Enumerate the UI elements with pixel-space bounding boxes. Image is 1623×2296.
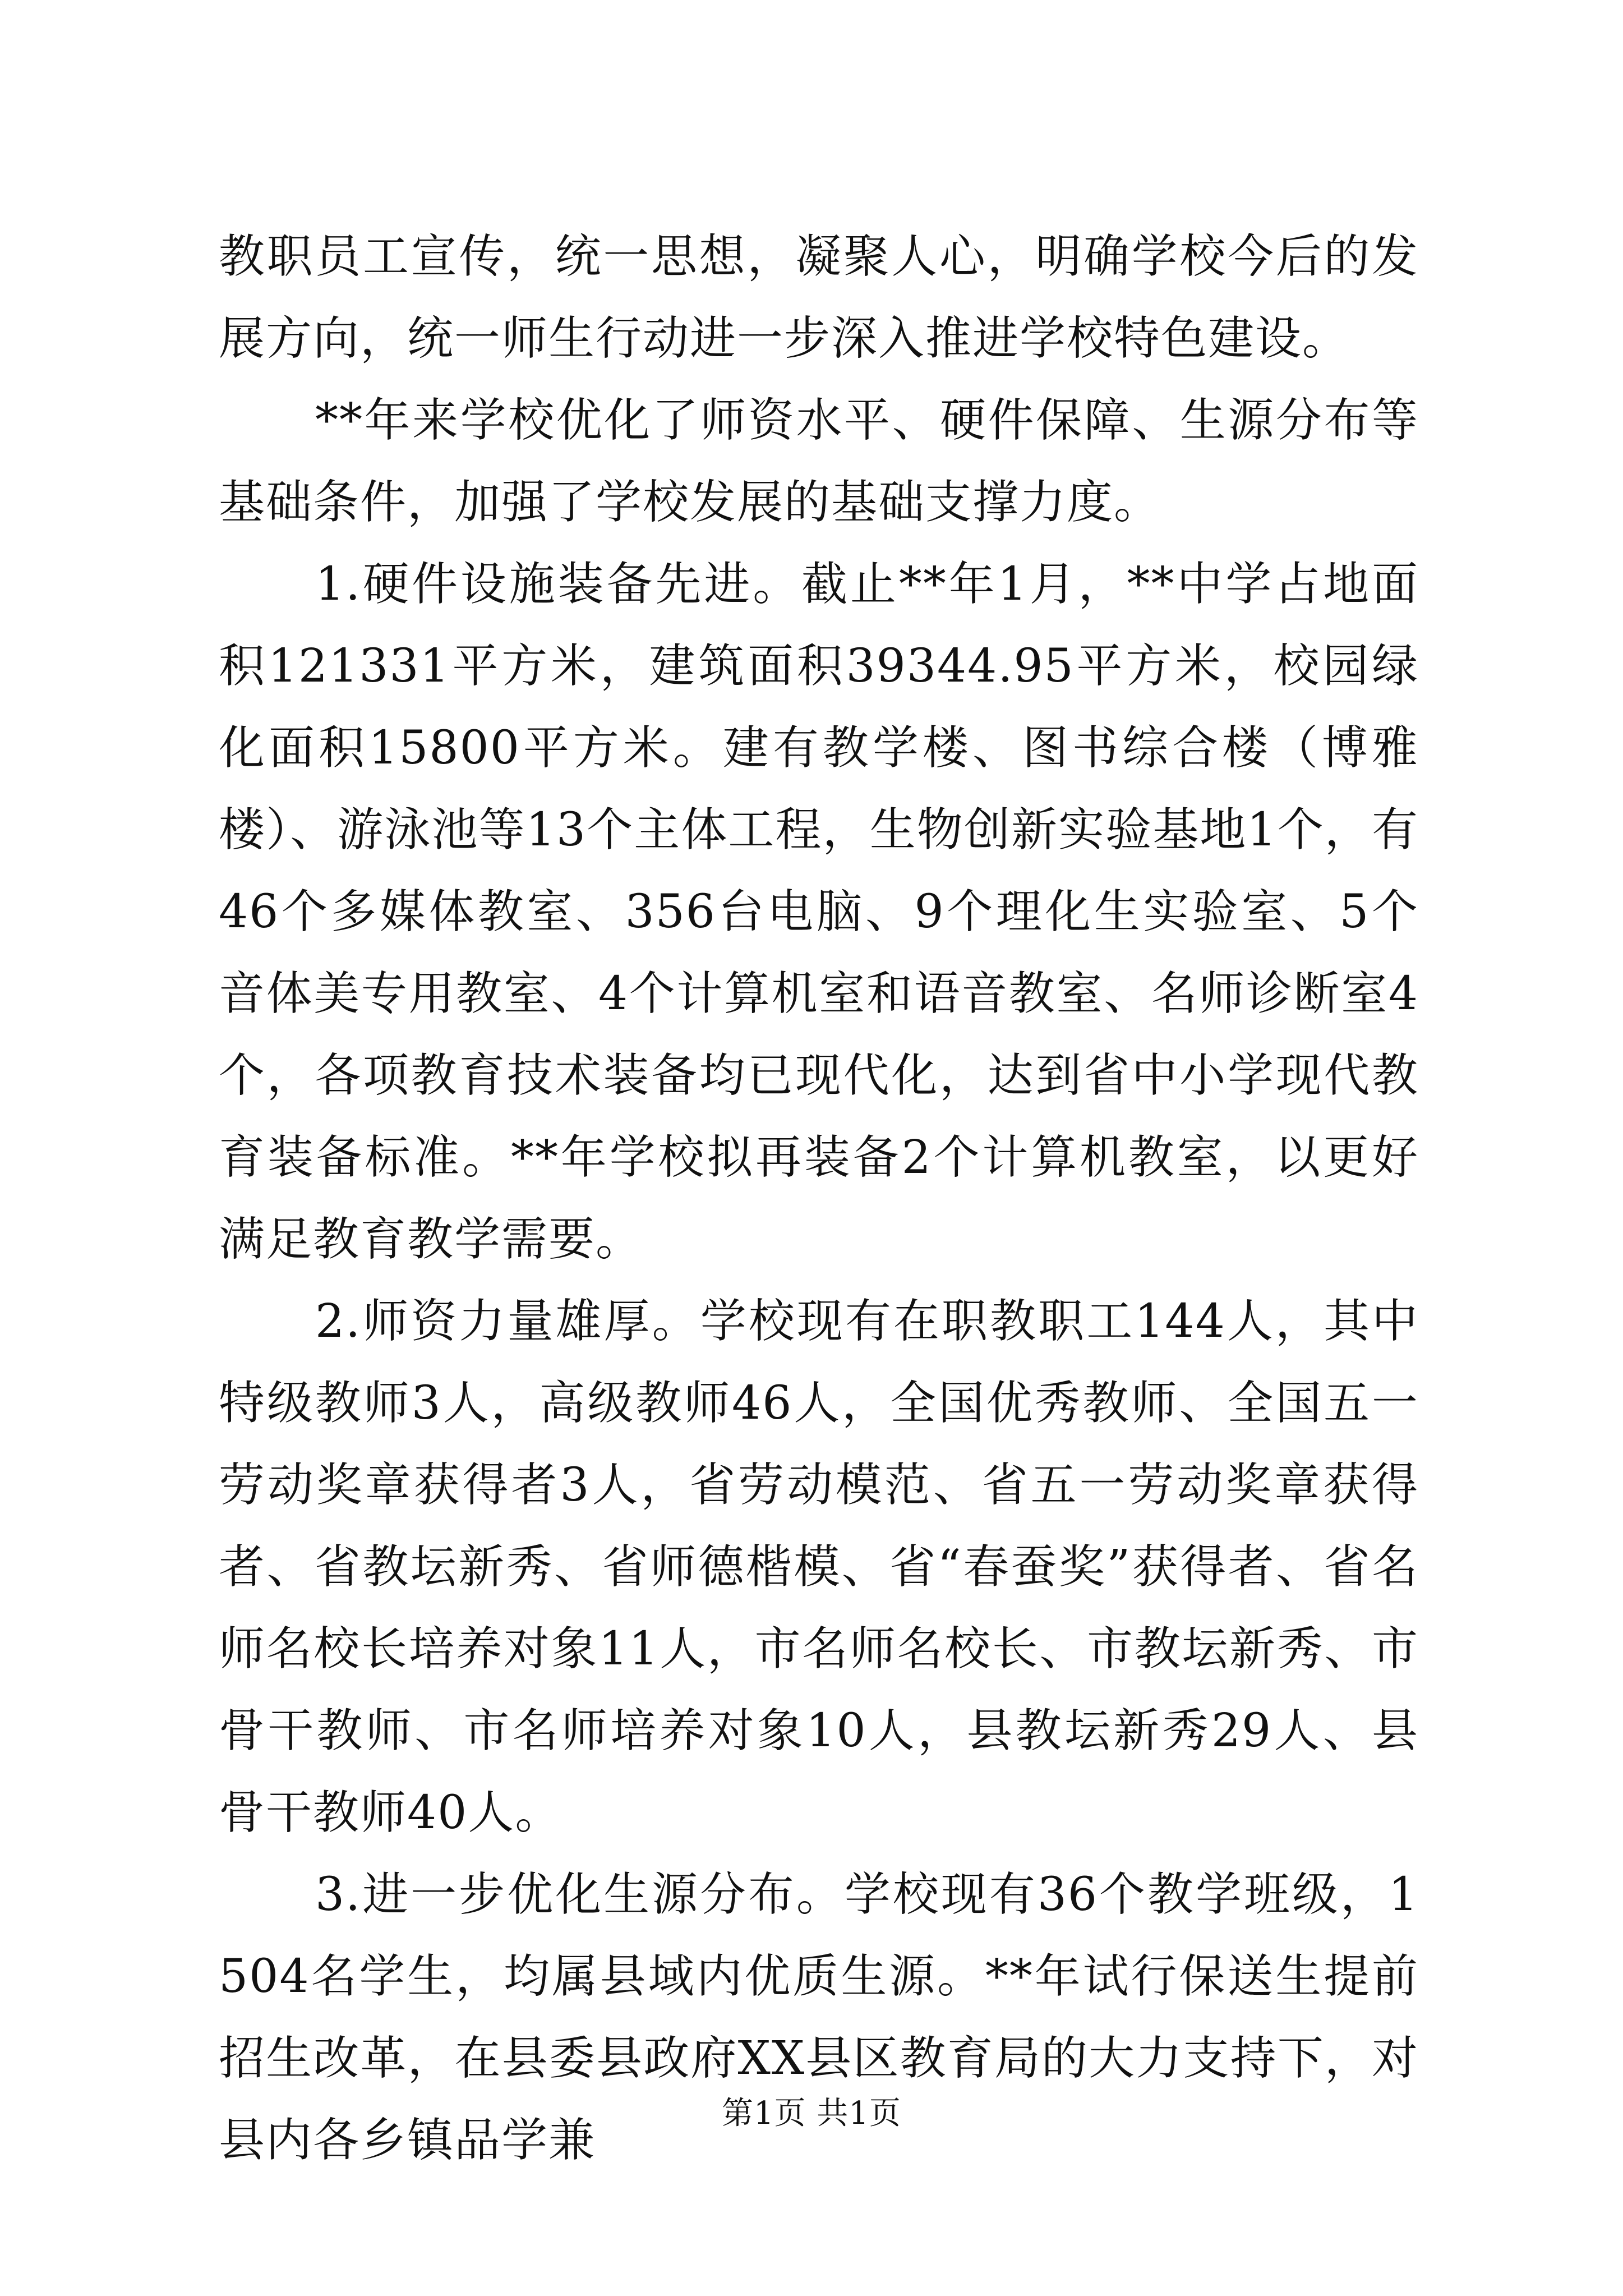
paragraph-5: 3.进一步优化生源分布。学校现有36个教学班级，1504名学生，均属县域内优质生源。**年试行保送生提前招生改革，在县委县政府XX县区教育局的大力支持下，对县内各乡镇品学兼 <box>219 1868 1419 2167</box>
page-footer: 第1页 共1页 <box>721 2095 902 2132</box>
document-body <box>219 216 1419 2182</box>
paragraph-2: **年来学校优化了师资水平、硬件保障、生源分布等基础条件，加强了学校发展的基础支撑力度。 <box>219 394 1419 529</box>
paragraph-3: 1.硬件设施装备先进。截止**年1月，**中学占地面积121331平方米，建筑面积39344.95平方米，校园绿化面积15800平方米。建有教学楼、图书综合楼（博雅楼）、游泳池等13个主体工程，生物创新实验基地1个，有46个多媒体教室、356台电脑、9个理化生实验室、5个音体美专用教室、4个计算机室和语音教室、名师诊断室4个，各项教育技术装备均已现代化，达到省中小学现代教育装备标准。**年学校拟再装备2个计算机教室，以更好满足教育教学需要。 <box>219 558 1419 1266</box>
paragraph-1: 教职员工宣传，统一思想，凝聚人心，明确学校今后的发展方向，统一师生行动进一步深入推进学校特色建设。 <box>219 230 1419 365</box>
paragraph-4: 2.师资力量雄厚。学校现有在职教职工144人，其中特级教师3人，高级教师46人，全国优秀教师、全国五一劳动奖章获得者3人，省劳动模范、省五一劳动奖章获得者、省教坛新秀、省师德楷模、省“春蚕奖”获得者、省名师名校长培养对象11人，市名师名校长、市教坛新秀、市骨干教师、市名师培养对象10人，县教坛新秀29人、县骨干教师40人。 <box>219 1295 1419 1839</box>
